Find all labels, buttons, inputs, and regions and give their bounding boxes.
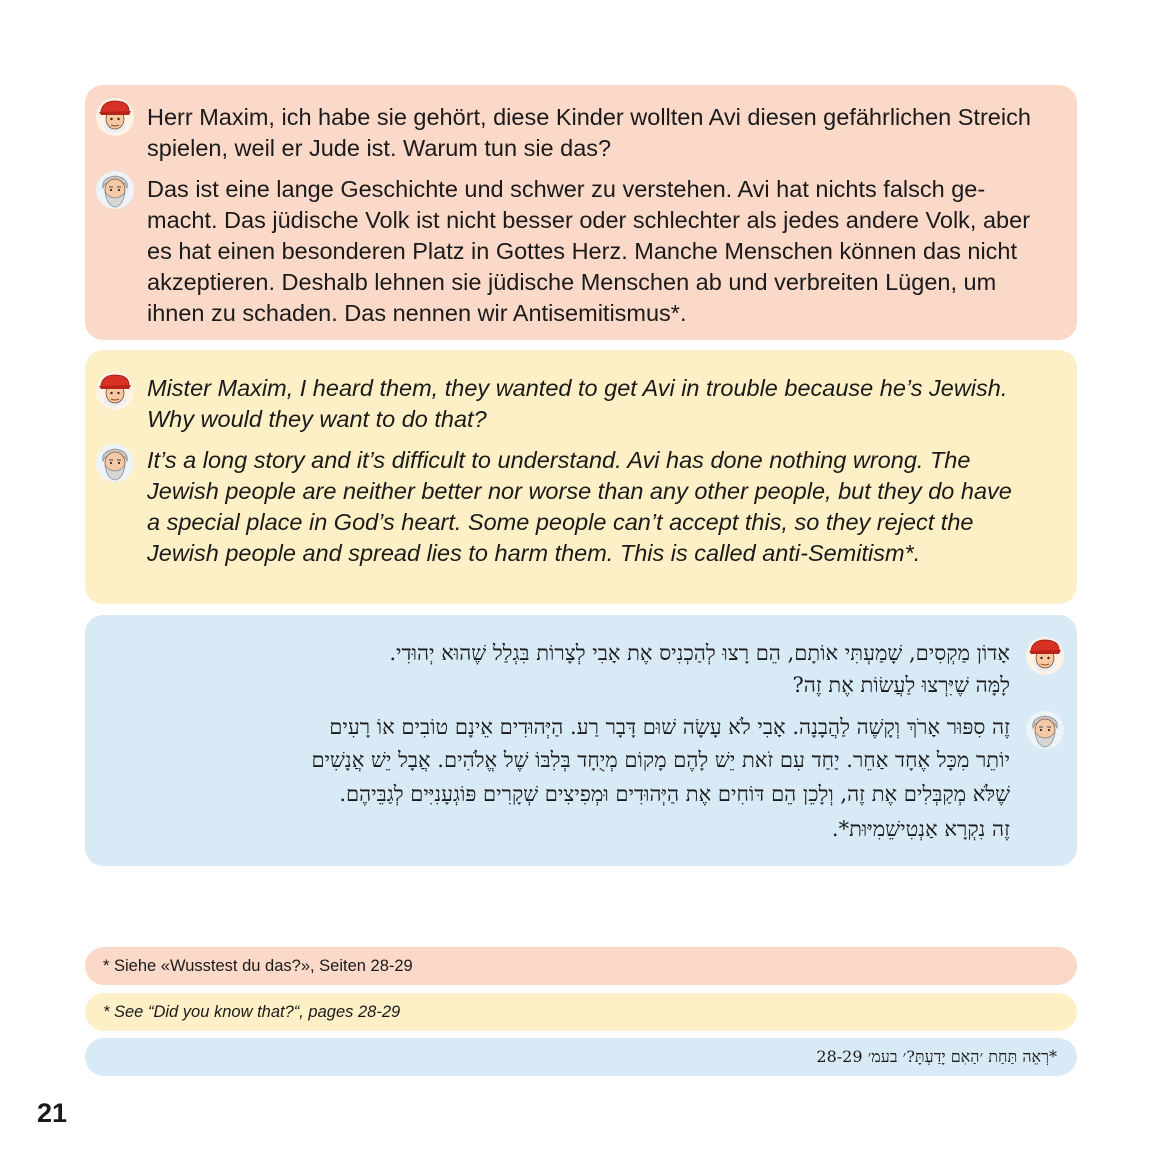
old-man-grey-hair-icon — [95, 443, 135, 483]
footnote-hebrew-text: *רְאֵה תַּחַת ׳הַאִם יָדַעְתָּ?׳ בעמ׳ 28-29 — [816, 1047, 1057, 1066]
page-number: 21 — [37, 1098, 68, 1128]
hebrew-question-line: לָמָּה שֶׁיִּרְצוּ לַעֲשׂוֹת אֶת זֶה? — [792, 673, 1010, 697]
english-answer-line: Jewish people are neither better nor worse than any other people, but they do have — [147, 478, 1012, 504]
boy-red-cap-icon — [95, 371, 135, 411]
german-question-line: Herr Maxim, ich habe sie gehört, diese Kinder wollten Avi diesen gefährlichen Streich — [147, 104, 1031, 130]
german-answer-line: akzeptieren. Deshalb lehnen sie jüdische Menschen ab und verbreiten Lügen, um — [147, 269, 997, 295]
german-answer-line: es hat einen besonderen Platz in Gottes Herz. Manche Menschen können das nicht — [147, 238, 1018, 264]
boy-red-cap-icon — [1025, 636, 1065, 676]
german-answer-line: ihnen zu schaden. Das nennen wir Antisemitismus*. — [147, 300, 687, 326]
footnote-german-text: * Siehe «Wusstest du das?», Seiten 28-29 — [103, 957, 413, 975]
english-answer-line: a special place in God’s heart. Some people can’t accept this, so they reject the — [147, 509, 974, 535]
old-man-grey-hair-icon — [95, 170, 135, 210]
german-question-line: spielen, weil er Jude ist. Warum tun sie das? — [147, 135, 612, 161]
english-answer-line: It’s a long story and it’s difficult to understand. Avi has done nothing wrong. The — [147, 447, 971, 473]
english-question-line: Mister Maxim, I heard them, they wanted to get Avi in trouble because he’s Jewish. — [147, 375, 1008, 401]
german-answer-line: macht. Das jüdische Volk ist nicht besser oder schlechter als jedes andere Volk, aber — [147, 207, 1031, 233]
hebrew-answer-line: שֶׁלֹּא מְקַבְּלִים אֶת זֶה, וְלָכֵן הֵם דּוֹחִים אֶת הַיְּהוּדִים וּמְפִיצִים שְׁקָרִים פּוֹגְעָנִיִּים לְגַבֵּיהֶם. — [339, 782, 1010, 806]
hebrew-answer-line: זֶה סִפּוּר אָרֹךְ וְקָשֶׁה לַהֲבָנָה. אָבִי לֹא עָשָׂה שׁוּם דָּבָר רַע. הַיְּהוּדִים אֵינָם טוֹבִים אוֹ רָעִים — [329, 715, 1010, 739]
footnote-english-text: * See “Did you know that?“, pages 28-29 — [103, 1003, 401, 1021]
footnote-hebrew — [85, 1038, 1077, 1076]
hebrew-answer-line: זֶה נִקְרָא אַנְטִישֵׁמִיּוּת*. — [831, 817, 1010, 841]
german-answer-line: Das ist eine lange Geschichte und schwer zu verstehen. Avi hat nichts falsch ge- — [147, 176, 986, 202]
english-question-line: Why would they want to do that? — [147, 406, 487, 432]
footnote-english — [85, 993, 1077, 1031]
boy-red-cap-icon — [95, 97, 135, 137]
footnote-german — [85, 947, 1077, 985]
hebrew-answer-line: יוֹתֵר מִכָּל אֶחָד אַחֵר. יַחַד עִם זֹאת יֵשׁ לָהֶם מָקוֹם מְיֻחָד בְּלִבּוֹ שֶׁל אֱלֹהִים. אֲבָל יֵשׁ אֲנָשִׁים — [311, 748, 1010, 772]
hebrew-question-line: אָדוֹן מַקְסִים, שָׁמַעְתִּי אוֹתָם, הֵם רָצוּ לְהַכְנִיס אֶת אָבִי לְצָרוֹת בִּגְלַל שֶׁהוּא יְהוּדִי. — [389, 641, 1010, 665]
english-answer-line: Jewish people and spread lies to harm them. This is called anti-Semitism*. — [147, 540, 921, 566]
old-man-grey-hair-icon — [1025, 710, 1065, 750]
